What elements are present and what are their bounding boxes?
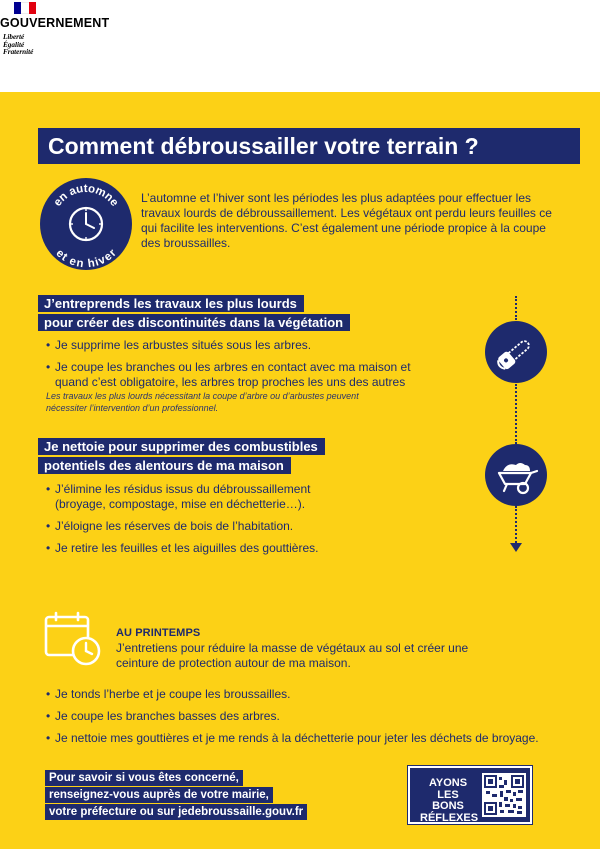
season-badge bbox=[40, 178, 132, 270]
list-item: • Je coupe les branches ou les arbres en contact avec ma maison et quand c’est obligatoire, les arbres trop proches les uns des autres bbox=[46, 360, 446, 390]
list-item: • Je tonds l’herbe et je coupe les broussailles. bbox=[46, 687, 576, 702]
qr-code-icon[interactable] bbox=[482, 773, 526, 817]
intro-paragraph: L’automne et l’hiver sont les périodes les plus adaptées pour effectuer les travaux lourds de débroussaillement. Les végétaux ont perdu leurs feuilles ce qui facilite les interventions. C’est également une période propice à la coupe des broussailles. bbox=[141, 191, 552, 250]
motto-egalite: Égalité bbox=[3, 40, 25, 49]
section1-heading-line2: pour créer des discontinuités dans la végétation bbox=[38, 314, 350, 331]
list-item: • Je retire les feuilles et les aiguilles des gouttières. bbox=[46, 541, 356, 556]
spring-title: AU PRINTEMPS bbox=[116, 627, 201, 639]
brand-title: GOUVERNEMENT bbox=[0, 16, 110, 30]
reflex-box bbox=[408, 766, 532, 824]
timeline-line bbox=[515, 384, 517, 444]
motto-fraternite: Fraternité bbox=[3, 48, 34, 57]
section2-heading-line2: potentiels des alentours de ma maison bbox=[38, 457, 291, 474]
list-item: • J’éloigne les réserves de bois de l’habitation. bbox=[46, 519, 356, 534]
timeline-line bbox=[515, 296, 517, 320]
government-header bbox=[0, 0, 600, 92]
reflex-title bbox=[420, 777, 479, 824]
footer-line: votre préfecture ou sur jedebroussaille.gouv.fr bbox=[45, 804, 307, 820]
timeline-line bbox=[515, 506, 517, 543]
section1-note: Les travaux les plus lourds nécessitant la coupe d’arbre ou d’arbustes peuvent nécessiter l’intervention d’un professionnel. bbox=[46, 391, 359, 413]
chainsaw-icon bbox=[485, 321, 547, 383]
list-item: • Je coupe les branches basses des arbres. bbox=[46, 709, 576, 724]
wheelbarrow-icon bbox=[485, 444, 547, 506]
reflex-line: AYONS bbox=[428, 777, 468, 789]
republic-motto bbox=[3, 34, 33, 57]
footer-line: renseignez-vous auprès de votre mairie, bbox=[45, 787, 273, 803]
section2-heading-line1: Je nettoie pour supprimer des combustibles bbox=[38, 438, 325, 455]
motto-liberte: Liberté bbox=[3, 33, 25, 41]
footer-line: Pour savoir si vous êtes concerné, bbox=[45, 770, 243, 786]
french-flag-icon bbox=[14, 2, 36, 14]
list-item: • Je nettoie mes gouttières et je me rends à la déchetterie pour jeter les déchets de broyage. bbox=[46, 731, 576, 746]
clock-icon bbox=[70, 208, 102, 240]
badge-bottom-text: et en hiver bbox=[53, 247, 119, 270]
reflex-line: RÉFLEXES bbox=[420, 811, 479, 824]
section1-heading-line1: J’entreprends les travaux les plus lourds bbox=[38, 295, 304, 312]
calendar-clock-icon bbox=[44, 611, 104, 672]
reflex-line: LES BONS bbox=[432, 788, 464, 812]
section2-list bbox=[46, 482, 356, 563]
list-item: • Je supprime les arbustes situés sous les arbres. bbox=[46, 338, 446, 353]
badge-top-text: en automne bbox=[51, 182, 121, 209]
section1-list bbox=[46, 338, 446, 397]
spring-list bbox=[46, 687, 576, 753]
arrow-down-icon bbox=[510, 543, 522, 552]
spring-paragraph: J’entretiens pour réduire la masse de végétaux au sol et créer une ceinture de protection autour de ma maison. bbox=[116, 641, 469, 670]
page-title: Comment débroussailler votre terrain ? bbox=[38, 128, 580, 164]
list-item: • J’élimine les résidus issus du débroussaillement (broyage, compostage, mise en déchetterie…). bbox=[46, 482, 356, 512]
